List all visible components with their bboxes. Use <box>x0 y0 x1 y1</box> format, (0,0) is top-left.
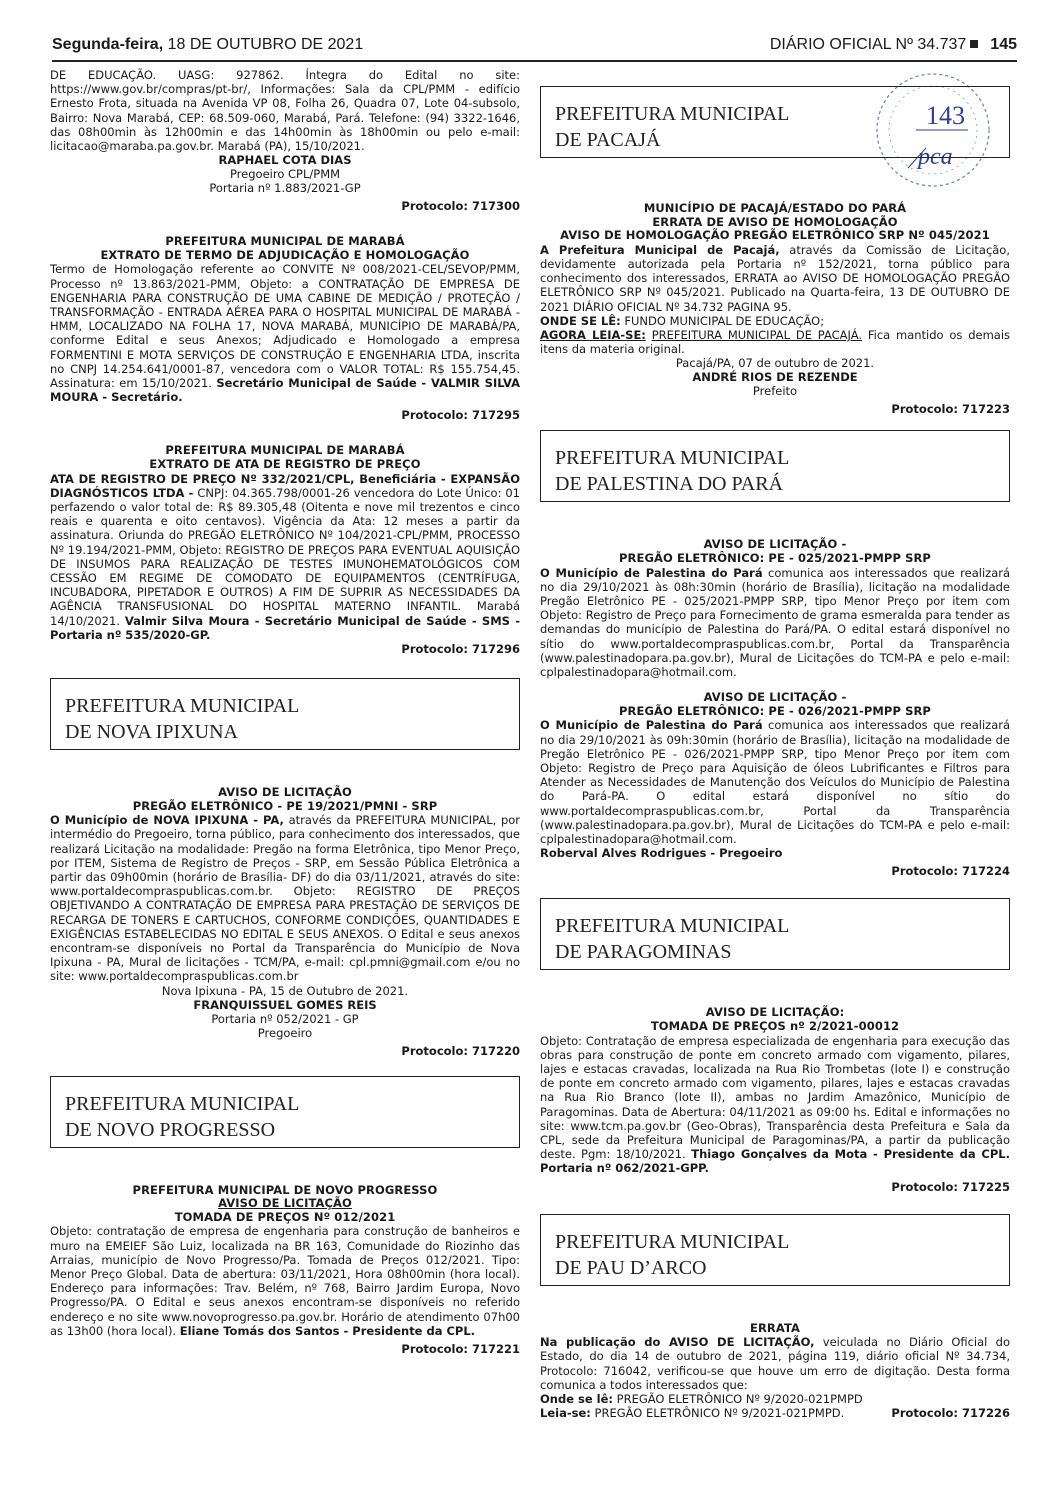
notice-signature: Valmir Silva Moura - Secretário Municipal de Saúde - SMS - Portaria nº 535/2020-GP. <box>50 613 520 642</box>
signer-ordinance: Portaria nº 1.883/2021-GP <box>209 181 361 196</box>
notice-maraba-edital-end <box>50 68 520 213</box>
banner-line-2: DE PALESTINA DO PARÁ <box>555 473 784 496</box>
notice-body: DE EDUCAÇÃO. UASG: 927862. Íntegra do Edital no site: https://www.gov.br/compras/pt-br/, Informações: Sala da CPL/PMM - edifício Ernesto Frota, situada na Avenida VP 08, Folha 26, Quadra 07, Lote 04-subsolo, Bairro: Nova Marabá, CEP: 68.509-060, Marabá, Pará. Telefone: (94) 3322-1646, das 08h00min às 12h00min e das 14h00min às 18h00min ou pelo e-mail: licitacao@maraba.pa.gov.br. Marabá (PA), 15/10/2021. <box>50 68 520 154</box>
banner-line-1: PREFEITURA MUNICIPAL <box>65 695 300 718</box>
notice-body: através da Comissão de Licitação, devidamente autorizada pela Portaria nº 152/2021, torna público para conhecimento dos interessados, ERRATA ao AVISO DE HOMOLOGAÇÃO PREGÃO ELETRÔNICO SRP Nº 045/2021. Publicado na Quarta-feira, 13 DE OUTUBRO DE 2021 DIÁRIO OFICIAL Nº 34.732 PAGINA 95. <box>540 242 1011 314</box>
banner-line-2: DE PACAJÁ <box>555 129 661 151</box>
signer-role: Pregoeiro CPL/PMM <box>229 167 341 182</box>
notice-subtitle-2: TOMADA DE PREÇOS Nº 012/2021 <box>174 1209 396 1224</box>
place-date: Nova Ipixuna - PA, 15 de Outubro de 2021. <box>161 983 409 998</box>
notice-body: Objeto: Contratação de empresa especializada de engenharia para execução das obras para construção de ponte em concreto armado com vigamento, pilares, lajes e estacas cravadas, localizada na Rua Rio Trombetas (lote I) e construção de ponte em concreto armado com vigamento, pilares, lajes e estacas cravadas na Rua Rio Branco (lote II), ambas no Jardim Amazônico, Município de Paragominas. Data de Abertura: 04/11/2021 as 09:00 hs. Edital e informações no site: www.tcm.pa.gov.br (Geo-Obras), Transparência desta Prefeitura e Sala da CPL, sede da Prefeitura Municipal de Paragominas/PA, a partir da publicação deste. Pgm: 18/10/2021. <box>540 1033 1010 1162</box>
onde-se-le-label: Onde se lê: <box>540 1392 613 1407</box>
notice-body: Objeto: contratação de empresa de engenharia para construção de banheiros e muro na EMEIEF São Luiz, localizada na BR 163, Comunidade do Riozinho das Arraias, município de Novo Progresso/Pa. Tomada de Preços 012/2021. Tipo: Menor Preço Global. Data de abertura: 03/11/2021, Hora 08h00min (hora local). Endereço para informações: Trav. Belém, nº 768, Bairro Jardim Europa, Novo Progresso/PA. O Edital e seus anexos encontram-se disponíveis no referido endereço e no site www.novoprogresso.pa.gov.br. Horário de atendimento 07h00 as 13h00 (hora local). <box>50 1224 520 1338</box>
notice-title: AVISO DE LICITAÇÃO <box>218 785 352 800</box>
notice-pacaja-errata <box>540 202 1010 416</box>
notice-signature: Roberval Alves Rodrigues - Pregoeiro <box>540 846 783 861</box>
signer-name: RAPHAEL COTA DIAS <box>218 153 352 168</box>
notice-subtitle: PREGÃO ELETRÔNICO: PE - 026/2021-PMPP SRP <box>619 703 931 718</box>
signer-role: Prefeito <box>752 384 798 399</box>
notice-nova-ipixuna-pregao <box>50 786 520 1058</box>
signer-role: Pregoeiro <box>257 1025 313 1040</box>
notice-paragominas-tomada <box>540 1006 1010 1193</box>
notice-title: AVISO DE LICITAÇÃO - <box>703 690 847 705</box>
banner-line-2: DE NOVA IPIXUNA <box>65 721 238 744</box>
stamp-number: 143 <box>926 101 965 130</box>
notice-subtitle: PREGÃO ELETRÔNICO - PE 19/2021/PMNI - SRP <box>132 798 438 813</box>
place-date: Pacajá/PA, 07 de outubro de 2021. <box>675 356 875 371</box>
notice-body: comunica aos interessados que realizará no dia 29/10/2021 às 08h:30min (horário de Brasília), licitação na modalidade Pregão Eletrônico PE - 025/2021-PMPP SRP, tipo Menor Preço por item com Objeto: Registro de Preço para Fornecimento de grama esmeralda para tender as demandas do município de Palestina do Pará/PA. O edital estará disponível no sítio do www.portaldecompraspublicas.com.br, Portal da Transparência (www.palestinadopara.pa.gov.br), Mural de Licitações do TCM-PA e pelo e-mail: cplpalestinadopara@hotmail.com. <box>540 565 1011 680</box>
municipality-banner-pau-darco <box>540 1214 1010 1286</box>
notice-body: Termo de Homologação referente ao CONVITE Nº 008/2021-CEL/SEVOP/PMM, Processo nº 13.863/2021-PMM, Objeto: a CONTRATAÇÃO DE EMPRESA DE ENGENHARIA PARA CONSTRUÇÃO DE UMA CABINE DE MEDIÇÃO / PROTEÇÃO / TRANSFORMAÇÃO - ENTRADA AÉREA PARA O HOSPITAL MUNICIPAL DE MARABÁ - HMM, LOCALIZADO NA FOLHA 17, NOVA MARABÁ, MUNICÍPIO DE MARABÁ/PA, conforme Edital e seus Anexos; Adjudicado e Homologado a empresa FORMENTINI E MOTA SERVIÇOS DE CONSTRUÇÃO E ENGENHARIA LTDA, inscrita no CNPJ 14.254.641/0001-87, vencedora com o VALOR TOTAL: R$ 155.754,45. Assinatura: em 15/10/2021. <box>50 262 520 391</box>
right-column <box>540 68 1010 1420</box>
header-journal <box>770 36 1017 54</box>
left-column <box>50 68 520 1356</box>
notice-body: através da PREFEITURA MUNICIPAL, por intermédio do Pregoeiro, torna público, para conhecimento dos interessados, que realizará Licitação na modalidade: Pregão na forma Eletrônica, tipo Menor Preço, por ITEM, Sistema de Registro de Preços - SRP, em Sessão Pública Eletrônica a partir das 09h00min (horário de Brasília- DF) do dia 03/11/2021, através do site: www.portaldecompraspublicas.com.br. Objeto: REGISTRO DE PREÇOS OBJETIVANDO A CONTRATAÇÃO DE EMPRESA PARA PRESTAÇÃO DE SERVIÇOS DE RECARGA DE TONERS E CARTUCHOS, CONFORME CONDIÇÕES, QUANTIDADES E EXIGÊNCIAS ESTABELECIDAS NO EDITAL E SEUS ANEXOS. O Edital e seus anexos encontram-se disponíveis no Portal da Transparência do Município de Nova Ipixuna - PA, Mural de licitações - TCM/PA, e-mail: cpl.pmni@gmail.com e/ou no site: www.portaldecompraspublicas.com.br <box>50 813 521 984</box>
onde-se-le-value: PREGÃO ELETRÔNICO Nº 9/2020-021PMPD <box>616 1392 863 1407</box>
page-header <box>52 34 1017 62</box>
banner-line-1: PREFEITURA MUNICIPAL <box>555 447 790 470</box>
municipality-banner-nova-ipixuna <box>50 678 520 750</box>
onde-se-le-label: ONDE SE LÊ: <box>540 313 621 328</box>
banner-line-2: DE NOVO PROGRESSO <box>65 1118 276 1141</box>
onde-se-le-value: FUNDO MUNICIPAL DE EDUCAÇÃO; <box>624 313 825 328</box>
notice-body: CNPJ: 04.365.798/0001-26 vencedora do Lote Único: 01 perfazendo o valor total de: R$ 89.305,48 (Oitenta e nove mil trezentos e cinco reais e quarenta e oito centavos). Vigência da Ata: 12 meses a partir da assinatura. Oriunda do PREGÃO ELETRÔNICO Nº 104/2021-CPL/PMM, PROCESSO Nº 19.194/2021-PMM, Objeto: REGISTRO DE PREÇOS PARA EVENTUAL AQUISIÇÃO DE INSUMOS PARA REALIZAÇÃO DE TESTES IMUNOHEMATOLÓGICOS COM CESSÃO EM REGIME DE COMODATO DE EQUIPAMENTOS (CENTRÍFUGA, INCUBADORA, PIPETADOR E OUTROS) A FIM DE SUPRIR AS NECESSIDADES DA AGÊNCIA TRANSFUSIONAL DO HOSPITAL MATERNO INFANTIL. Marabá 14/10/2021. <box>50 485 520 628</box>
agora-leia-se-value: PREFEITURA MUNICIPAL DE PACAJÁ. <box>651 328 863 342</box>
protocol-number: Protocolo: 717225 <box>891 1179 1010 1194</box>
notice-subtitle: EXTRATO DE ATA DE REGISTRO DE PREÇO <box>149 457 421 472</box>
signer-name: FRANQUISSUEL GOMES REIS <box>193 997 377 1012</box>
notice-subtitle-2: AVISO DE HOMOLOGAÇÃO PREGÃO ELETRÔNICO SRP Nº 045/2021 <box>560 228 990 243</box>
stamp-initials: pca <box>918 144 953 170</box>
notice-signature: Secretário Municipal de Saúde - VALMIR SILVA MOURA - Secretário. <box>50 376 521 405</box>
notice-lead: O Município de Palestina do Pará <box>540 718 763 733</box>
protocol-number: Protocolo: 717296 <box>401 642 520 657</box>
signer-ordinance: Portaria nº 052/2021 - GP <box>211 1011 359 1026</box>
leia-se-value: PREGÃO ELETRÔNICO Nº 9/2021-021PMPD. <box>594 1406 845 1421</box>
notice-title: ERRATA <box>749 1320 801 1335</box>
page-number: 145 <box>990 36 1017 53</box>
notice-subtitle: AVISO DE LICITAÇÃO <box>218 1196 352 1211</box>
leia-se-label: Leia-se: <box>540 1406 591 1421</box>
protocol-number: Protocolo: 717226 <box>891 1406 1010 1421</box>
notice-body: veiculada no Diário Oficial do Estado, do dia 14 de outubro de 2021, página 119, diário oficial Nº 34.734, Protocolo: 716042, verificou-se que houve um erro de digitação. Desta forma comunica a todos interessados que: <box>540 1335 1011 1392</box>
protocol-number: Protocolo: 717223 <box>891 402 1010 417</box>
municipality-banner-palestina <box>540 430 1010 502</box>
square-bullet-icon <box>970 40 978 48</box>
header-date <box>52 36 363 54</box>
banner-line-1: PREFEITURA MUNICIPAL <box>555 103 790 125</box>
municipality-banner-novo-progresso <box>50 1076 520 1148</box>
notice-maraba-ata-registro <box>50 444 520 656</box>
notice-title: PREFEITURA MUNICIPAL DE MARABÁ <box>165 443 405 458</box>
header-date-text: 18 DE OUTUBRO DE 2021 <box>167 36 364 53</box>
journal-number: DIÁRIO OFICIAL Nº 34.737 <box>769 36 967 53</box>
banner-line-2: DE PARAGOMINAS <box>555 941 732 964</box>
notice-subtitle: ERRATA DE AVISO DE HOMOLOGAÇÃO <box>652 214 898 229</box>
notice-title: MUNICÍPIO DE PACAJÁ/ESTADO DO PARÁ <box>643 201 907 215</box>
notice-lead: A Prefeitura Municipal de Pacajá, <box>540 242 780 257</box>
notice-title: PREFEITURA MUNICIPAL DE MARABÁ <box>165 234 405 249</box>
banner-line-2: DE PAU D’ARCO <box>555 1256 707 1279</box>
header-day: Segunda-feira, <box>52 36 164 53</box>
protocol-number: Protocolo: 717300 <box>401 199 520 214</box>
notice-palestina-pe026 <box>540 691 1010 878</box>
banner-line-1: PREFEITURA MUNICIPAL <box>65 1092 300 1115</box>
notice-title: AVISO DE LICITAÇÃO - <box>703 537 847 552</box>
agora-leia-se-label: AGORA LEIA-SE: <box>540 328 646 342</box>
protocol-number: Protocolo: 717220 <box>401 1043 520 1058</box>
notice-tail: Fica mantido os demais itens da materia original. <box>540 328 1011 357</box>
notice-lead: O Município de NOVA IPIXUNA - PA, <box>50 813 284 828</box>
notice-maraba-homologacao <box>50 235 520 422</box>
notice-subtitle: EXTRATO DE TERMO DE ADJUDICAÇÃO E HOMOLOGAÇÃO <box>100 247 470 262</box>
notice-signature: Thiago Gonçalves da Mota - Presidente da CPL. Portaria nº 062/2021-GPP. <box>540 1147 1010 1176</box>
signer-name: ANDRÉ RIOS DE REZENDE <box>692 370 858 385</box>
notice-subtitle: PREGÃO ELETRÔNICO: PE - 025/2021-PMPP SRP <box>619 551 931 565</box>
notice-palestina-pe025 <box>540 538 1010 679</box>
notice-title: PREFEITURA MUNICIPAL DE NOVO PROGRESSO <box>132 1182 438 1197</box>
notice-title: AVISO DE LICITAÇÃO: <box>705 1005 845 1020</box>
banner-line-1: PREFEITURA MUNICIPAL <box>555 1230 790 1253</box>
protocol-number: Protocolo: 717224 <box>891 864 1010 879</box>
protocol-number: Protocolo: 717295 <box>401 408 520 423</box>
municipality-banner-paragominas <box>540 898 1010 970</box>
notice-body: comunica aos interessados que realizará no dia 29/10/2021 às 09h:30min (horário de Brasília), licitação na modalidade de Pregão Eletrônico PE - 026/2021-PMPP SRP, tipo Menor Preço por item com Objeto: Registro de Preço para Aquisição de óleos Lubrificantes e Filtros para Atender as Necessidades de Manutenção dos Veículos do Município de Palestina do Pará-PA. O edital estará disponível no sítio do www.portaldecompraspublicas.com.br, Portal da Transparência (www.palestinadopara.pa.gov.br), Mural de Licitações do TCM-PA e pelo e-mail: cplpalestinadopara@hotmail.com. <box>540 718 1011 847</box>
notice-subtitle: TOMADA DE PREÇOS nº 2/2021-00012 <box>650 1019 900 1034</box>
notice-lead: Na publicação do AVISO DE LICITAÇÃO, <box>540 1335 815 1350</box>
banner-line-1: PREFEITURA MUNICIPAL <box>555 915 790 938</box>
notice-pau-darco-errata <box>540 1322 1010 1421</box>
notice-signature: Eliane Tomás dos Santos - Presidente da CPL. <box>179 1323 476 1338</box>
notice-lead: ATA DE REGISTRO DE PREÇO Nº 332/2021/CPL, Beneficiária - EXPANSÃO DIAGNÓSTICOS LTDA - <box>50 471 520 500</box>
notice-lead: O Município de Palestina do Pará <box>540 565 763 580</box>
protocol-number: Protocolo: 717221 <box>401 1342 520 1357</box>
notice-novo-progresso-tomada <box>50 1184 520 1356</box>
municipality-banner-pacaja <box>540 86 1010 158</box>
